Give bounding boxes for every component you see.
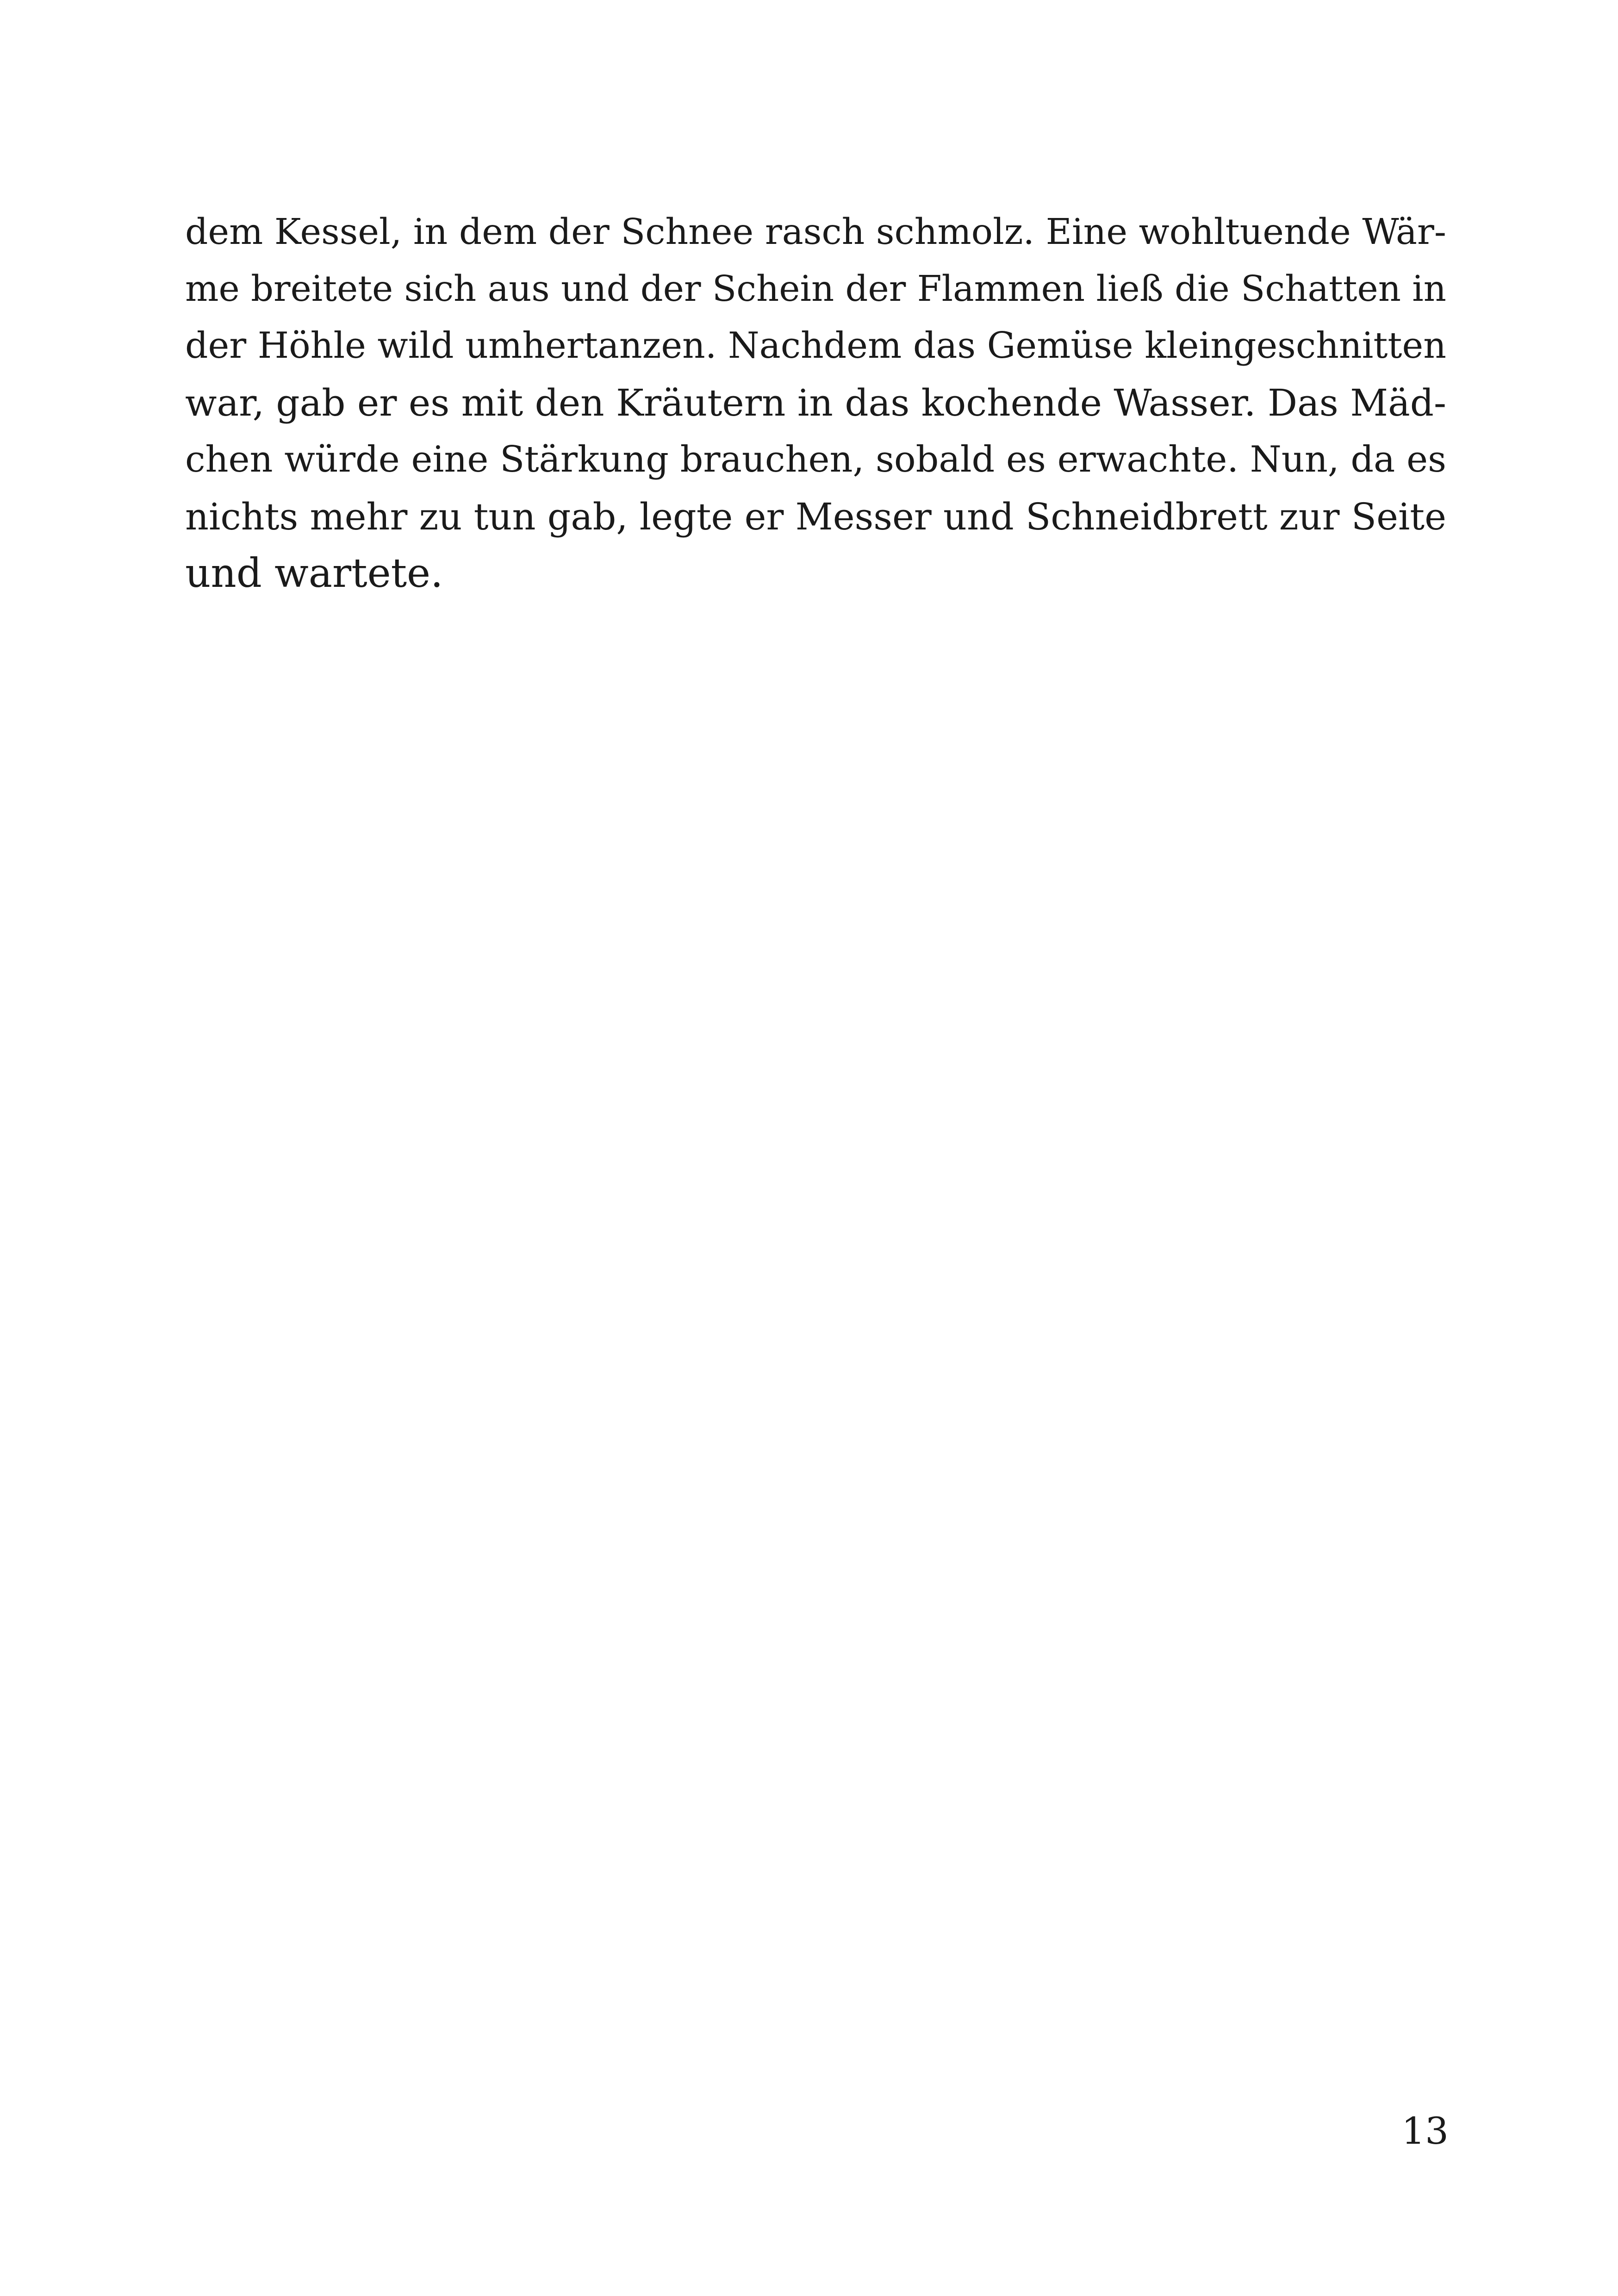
text-line: der Höhle wild umhertanzen. Nachdem das Gemüse kleingeschnitten bbox=[185, 325, 1446, 367]
text-line: me breitete sich aus und der Schein der Flammen ließ die Schatten in bbox=[185, 268, 1446, 310]
text-line: nichts mehr zu tun gab, legte er Messer und Schneidbrett zur Seite bbox=[185, 495, 1446, 538]
text-line: chen würde eine Stärkung brauchen, sobald es erwachte. Nun, da es bbox=[185, 439, 1446, 480]
text-line: dem Kessel, in dem der Schnee rasch schmolz. Eine wohltuende Wär- bbox=[185, 211, 1446, 253]
text-line: und wartete. bbox=[185, 550, 443, 597]
page-number: 13 bbox=[1401, 2109, 1449, 2153]
body-paragraph bbox=[185, 204, 1446, 602]
text-line: war, gab er es mit den Kräutern in das kochende Wasser. Das Mäd- bbox=[185, 381, 1446, 424]
